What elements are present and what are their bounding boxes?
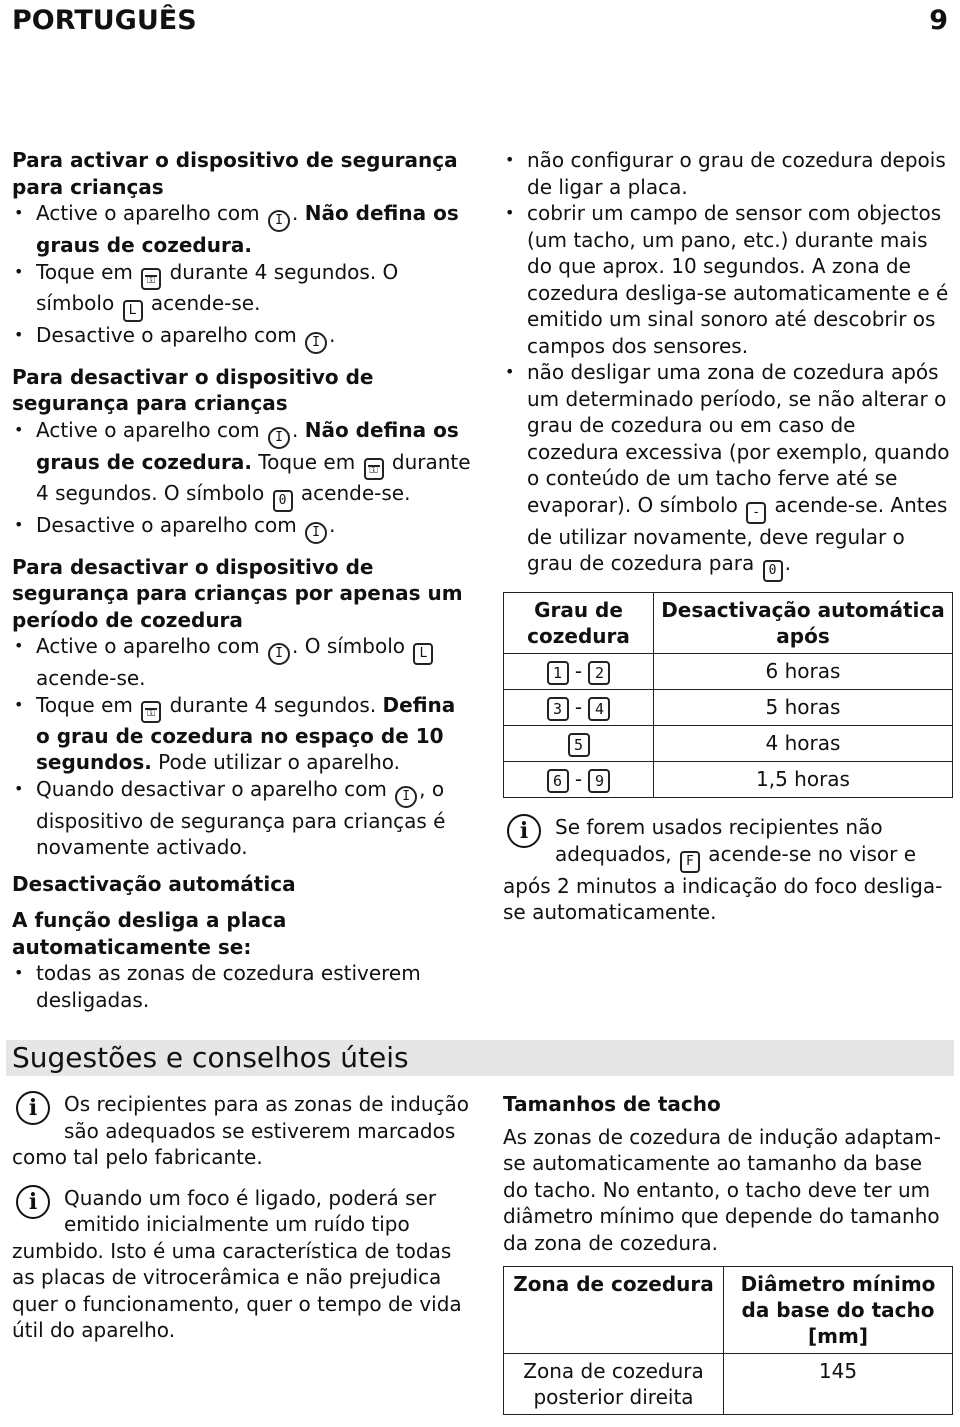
info-icon: i	[16, 1091, 50, 1125]
section-title-bar	[6, 1040, 954, 1076]
heading-deactivate-one-session: Para desactivar o dispositivo de segurança para crianças por apenas um período de cozedura	[12, 554, 463, 632]
list-item: • Active o aparelho com I . Não defina os graus de cozedura. Toque em ⚿ durante 4 segundos. O símbolo 0 acende-se.	[12, 417, 472, 512]
heading-deactivate-child-lock: Para desactivar o dispositivo de segurança para crianças	[12, 364, 374, 415]
list-activate	[12, 200, 472, 354]
col-heat-level: Grau de cozedura	[504, 593, 654, 654]
table-header-row	[504, 593, 953, 654]
zero-symbol-icon: 0	[763, 560, 783, 582]
table-cell: Zona de cozedura posterior direita	[504, 1354, 724, 1415]
fault-symbol-icon: F	[680, 851, 700, 873]
table-cell: 1,5 horas	[654, 762, 953, 798]
table-row: 3 - 4 5 horas	[504, 690, 953, 726]
right-column	[503, 147, 953, 926]
segment-display: 4	[588, 697, 610, 721]
lock-symbol-icon: L	[123, 300, 143, 322]
list-item: • Active o aparelho com I . Não defina os graus de cozedura.	[12, 200, 472, 259]
list-item: • Desactive o aparelho com I .	[12, 322, 472, 354]
power-icon: I	[305, 522, 327, 544]
left-column	[12, 147, 472, 1013]
col-min-diameter: Diâmetro mínimo da base do tacho [mm]	[724, 1267, 953, 1354]
info-note-unsuitable-pots: i Se forem usados recipientes não adequados, F acende-se no visor e após 2 minutos a indicação do foco desliga-se automaticamente.	[503, 815, 943, 924]
col-cooking-zone: Zona de cozedura	[504, 1267, 724, 1354]
table-cell: 145	[724, 1354, 953, 1415]
heading-activate-child-lock: Para activar o dispositivo de segurança para crianças	[12, 148, 458, 199]
segment-display: 6	[547, 769, 569, 793]
table-row	[504, 1354, 953, 1415]
heading-pot-sizes: Tamanhos de tacho	[503, 1092, 721, 1116]
segment-display: 1	[547, 661, 569, 685]
power-icon: I	[268, 210, 290, 232]
segment-display: 9	[588, 769, 610, 793]
power-icon: I	[305, 332, 327, 354]
info-note-noise: i Quando um foco é ligado, poderá ser emitido inicialmente um ruído tipo zumbido. Isto é uma característica de todas as placas de vitrocerâmica e não prejudica quer o funcionamento, quer o tempo de vida útil do aparelho.	[12, 1185, 462, 1342]
segment-display: 5	[568, 733, 590, 757]
segment-display: 2	[588, 661, 610, 685]
list-item: • Active o aparelho com I . O símbolo L acende-se.	[12, 633, 472, 692]
list-item: • Desactive o aparelho com I .	[12, 512, 472, 544]
pot-size-table	[503, 1266, 953, 1415]
key-lock-icon: ⚿	[364, 458, 384, 480]
page-number: 9	[929, 5, 948, 36]
list-item: • Toque em ⚿ durante 4 segundos. O símbolo L acende-se.	[12, 259, 472, 322]
key-lock-icon: ⚿	[141, 268, 161, 290]
power-icon: I	[268, 427, 290, 449]
auto-off-table	[503, 592, 953, 798]
power-icon: I	[268, 643, 290, 665]
table-cell: 6 horas	[654, 654, 953, 690]
list-item: • não desligar uma zona de cozedura após um determinado período, se não alterar o grau de cozedura ou em caso de cozedura excessiva (por exemplo, quando o conteúdo de um tacho ferve até se evaporar). O símbolo - acende-se. Antes de utilizar novamente, deve regular o grau de cozedura para 0 .	[503, 359, 953, 582]
list-item: • todas as zonas de cozedura estiverem desligadas.	[12, 960, 472, 1013]
tips-left-column	[12, 1091, 472, 1344]
page-header	[12, 4, 948, 38]
info-icon: i	[507, 814, 541, 848]
list-item: • não configurar o grau de cozedura depois de ligar a placa.	[503, 147, 953, 200]
list-deactivate-once	[12, 633, 472, 861]
lock-symbol-icon: L	[413, 643, 433, 665]
table-cell: 5 horas	[654, 690, 953, 726]
power-icon: I	[395, 786, 417, 808]
table-row: 1 - 2 6 horas	[504, 654, 953, 690]
list-auto-off-right	[503, 147, 953, 582]
language-title: PORTUGUÊS	[12, 5, 197, 36]
list-item: • cobrir um campo de sensor com objectos (um tacho, um pano, etc.) durante mais do que aprox. 10 segundos. A zona de cozedura desliga-se automaticamente e é emitido um sinal sonoro até descobrir os campos dos sensores.	[503, 200, 953, 359]
list-auto-off-left	[12, 960, 472, 1013]
segment-display: 3	[547, 697, 569, 721]
key-lock-icon: ⚿	[141, 701, 161, 723]
list-item: • Toque em ⚿ durante 4 segundos. Defina o grau de cozedura no espaço de 10 segundos. Pode utilizar o aparelho.	[12, 692, 472, 776]
info-icon: i	[16, 1185, 50, 1219]
heading-auto-off: Desactivação automática	[12, 871, 296, 896]
table-row: 6 - 9 1,5 horas	[504, 762, 953, 798]
table-row	[504, 726, 953, 762]
table-header-row	[504, 1267, 953, 1354]
info-note-suitable-pots: i Os recipientes para as zonas de indução são adequados se estiverem marcados como tal pelo fabricante.	[12, 1092, 470, 1169]
heading-auto-off-conditions: A função desliga a placa automaticamente se:	[12, 908, 287, 959]
paragraph-pot-sizes: As zonas de cozedura de indução adaptam-se automaticamente ao tamanho da base do tacho. No entanto, o tacho deve ter um diâmetro mínimo que depende do tamanho da zona de cozedura.	[503, 1124, 942, 1255]
list-item: • Quando desactivar o aparelho com I , o dispositivo de segurança para crianças é novamente activado.	[12, 776, 472, 861]
col-auto-off-after: Desactivação automática após	[654, 593, 953, 654]
tips-right-column	[503, 1091, 953, 1415]
list-deactivate	[12, 417, 472, 544]
zero-symbol-icon: 0	[273, 490, 293, 512]
dash-symbol-icon: -	[746, 502, 766, 524]
section-title: Sugestões e conselhos úteis	[12, 1041, 409, 1074]
table-cell: 4 horas	[654, 726, 953, 762]
